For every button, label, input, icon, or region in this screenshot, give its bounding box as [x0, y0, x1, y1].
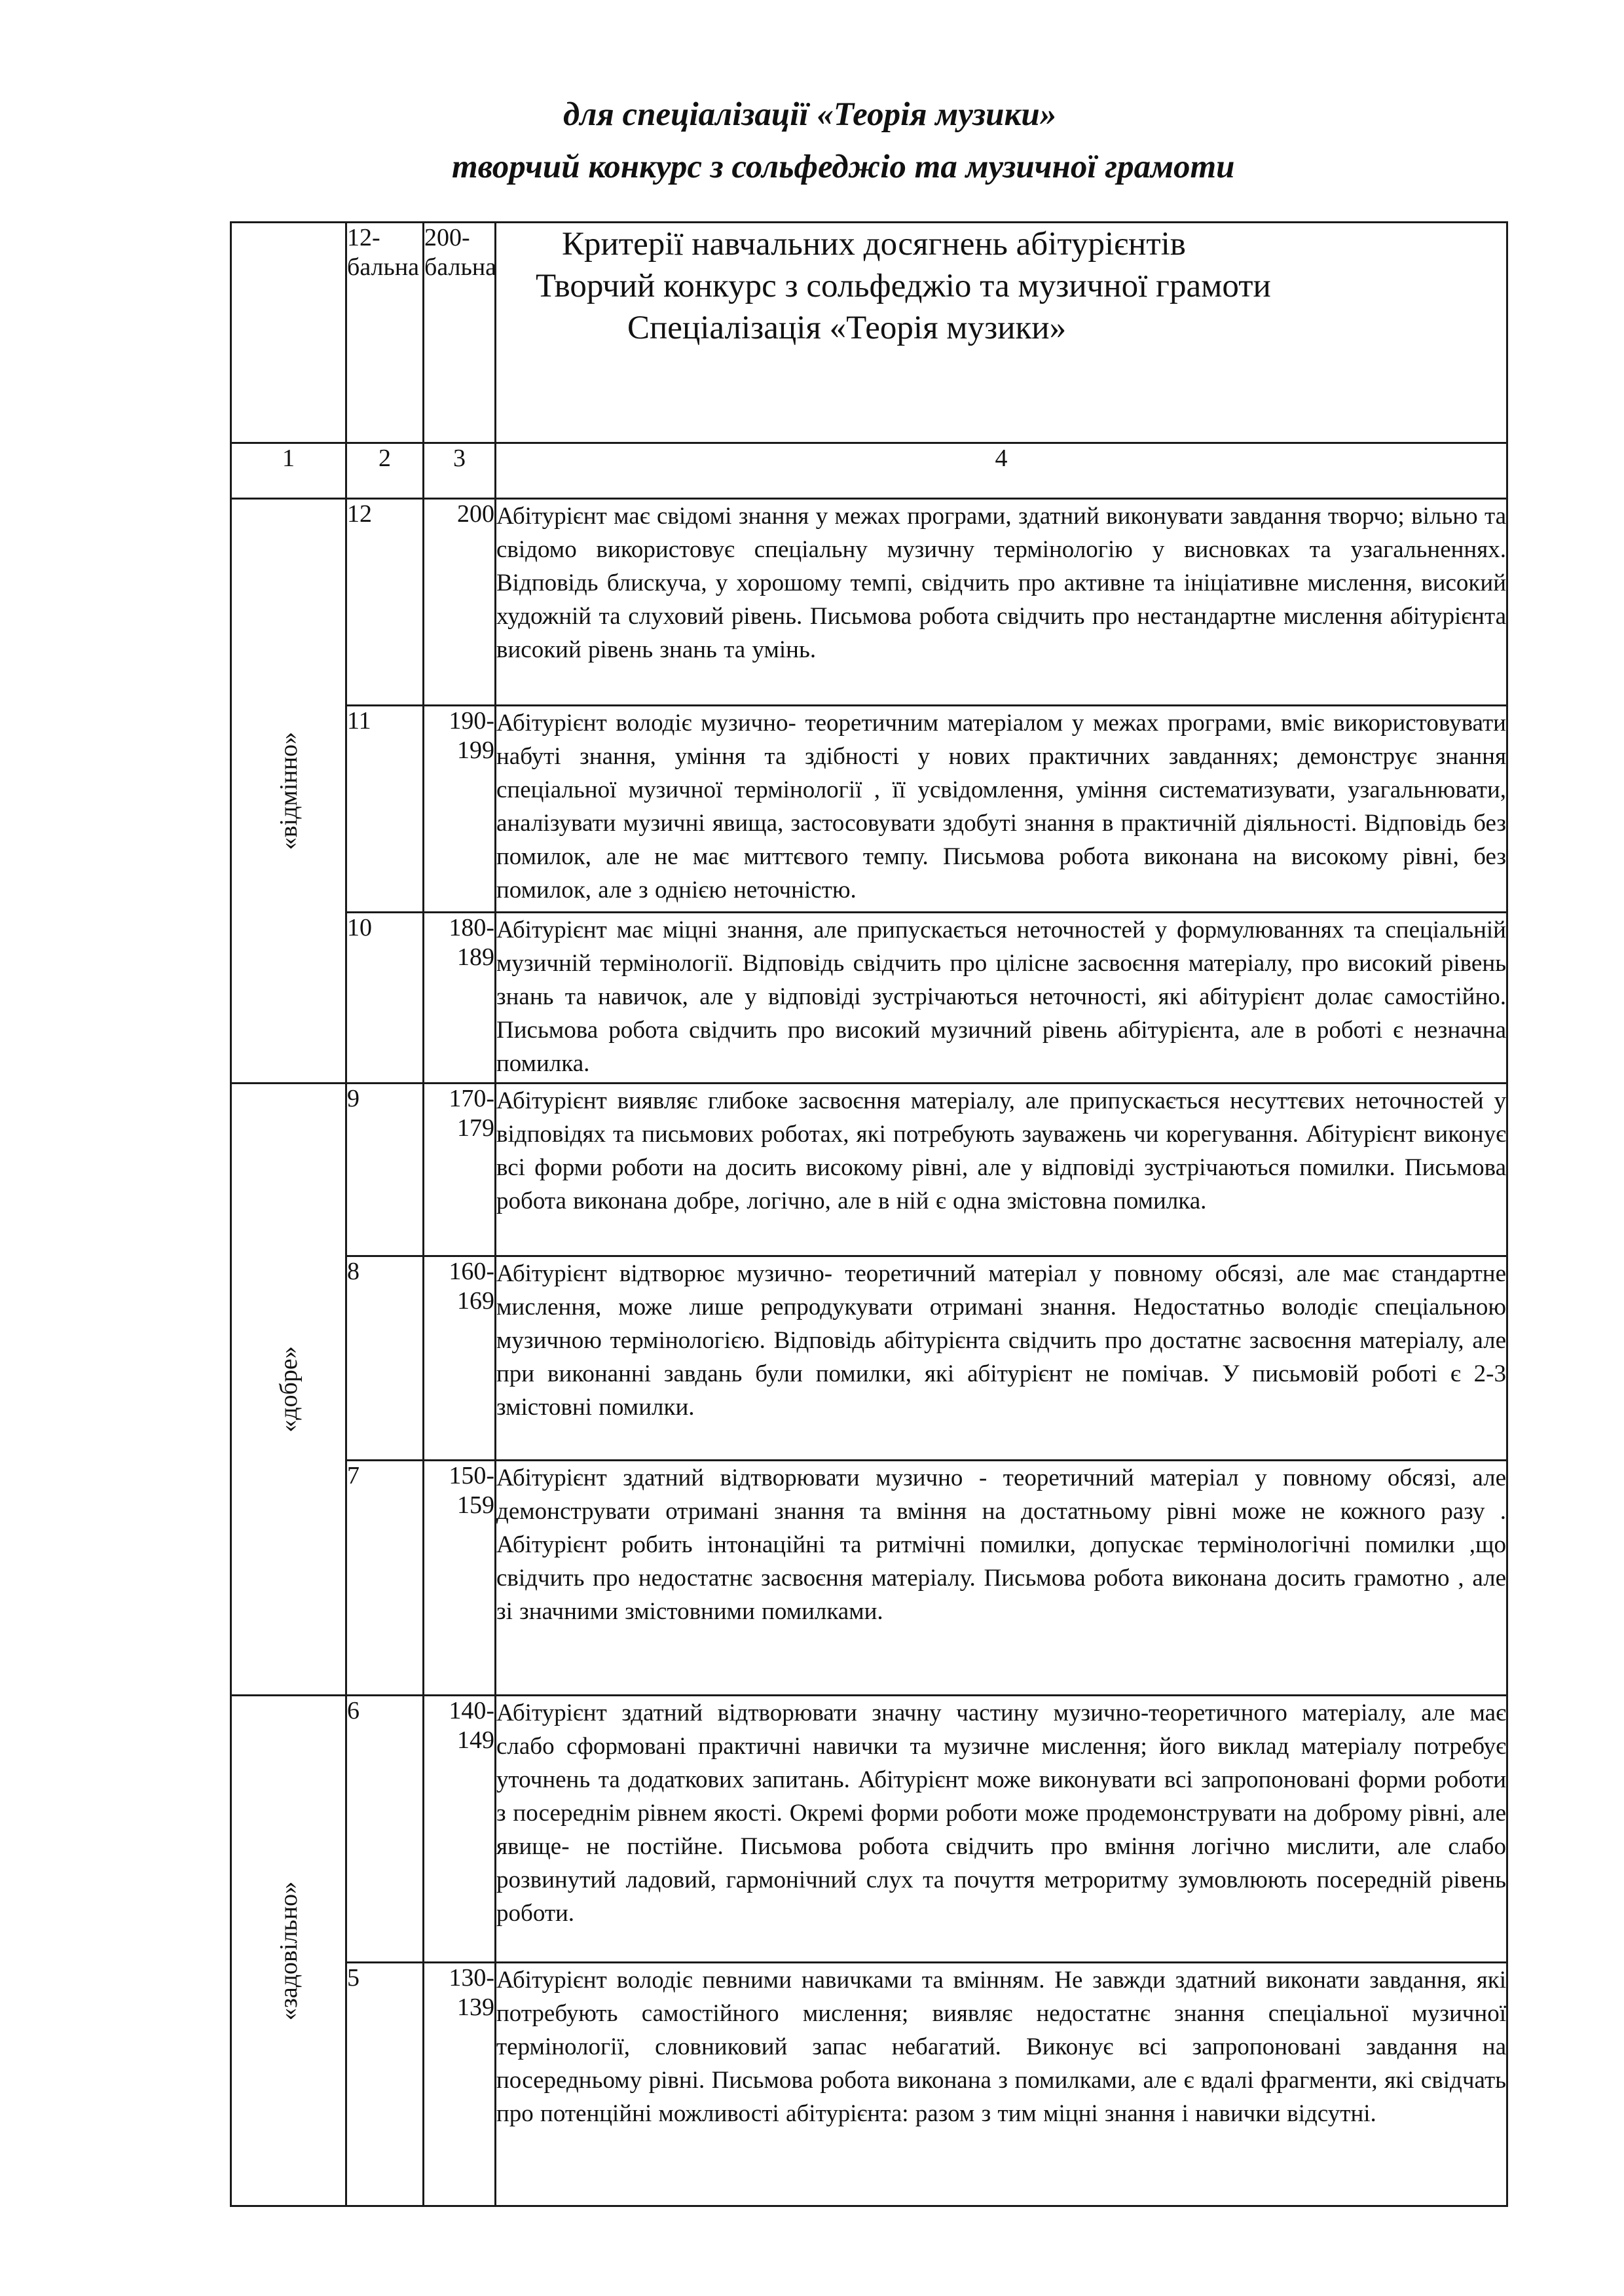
score-200: 140-149 — [424, 1696, 496, 1963]
score-200: 150-159 — [424, 1461, 496, 1696]
grade-label: «добре» — [274, 1346, 303, 1432]
score-12: 10 — [346, 913, 424, 1084]
score-200: 190-199 — [424, 706, 496, 913]
grade-cell-excellent — [231, 499, 346, 1084]
score-200: 130-139 — [424, 1963, 496, 2206]
criteria-description: Абітурієнт має свідомі знання у межах програми, здатний виконувати завдання творчо; вільно та свідомо використовує спеціальну музичну термінологію у висновках та узагальненнях. Відповідь блискуча, у хорошому темпі, свідчить про активне та ініціативне мислення, високий художній та слуховий рівень. Письмова робота свідчить про нестандартне мислення абітурієнта високий рівень знань та умінь. — [496, 499, 1507, 706]
header-title-line-3: Спеціалізація «Теорія музики» — [627, 310, 1067, 346]
column-number: 2 — [346, 443, 424, 499]
table-row — [231, 1696, 1507, 1963]
header-12-scale: 12-бальна — [346, 223, 424, 443]
grade-cell-good — [231, 1084, 346, 1696]
column-number: 3 — [424, 443, 496, 499]
column-number: 1 — [231, 443, 346, 499]
criteria-description: Абітурієнт має міцні знання, але припускається неточностей у формулюваннях та спеціальній музичній термінології. Відповідь свідчить про цілісне засвоєння матеріалу, про високий рівень знань та навичок, але у відповіді зустрічаються неточності, які абітурієнт долає самостійно. Письмова робота свідчить про високий музичний рівень абітурієнта, але в роботі є незначна помилка. — [496, 913, 1507, 1084]
column-number: 4 — [496, 443, 1507, 499]
table-row — [231, 1084, 1507, 1256]
score-12: 8 — [346, 1256, 424, 1461]
header-title — [496, 223, 1507, 443]
score-12: 6 — [346, 1696, 424, 1963]
grade-cell-satisfactory — [231, 1696, 346, 2206]
criteria-description: Абітурієнт виявляє глибоке засвоєння матеріалу, але припускається несуттєвих неточностей у відповідях та письмових роботах, які потребують зауважень чи корегування. Абітурієнт виконує всі форми роботи на досить високому рівні, але у відповіді зустрічаються помилки. Письмова робота виконана добре, логічно, але в ній є одна змістовна помилка. — [496, 1084, 1507, 1256]
score-200: 200 — [424, 499, 496, 706]
criteria-description: Абітурієнт здатний відтворювати значну частину музично-теоретичного матеріалу, але має слабо сформовані практичні навички та музичне мислення; його виклад матеріалу потребує уточнень та додаткових запитань. Абітурієнт може виконувати всі запропоновані форми роботи з посереднім рівнем якості. Окремі форми роботи може продемонструвати на доброму рівні, але явище- не постійне. Письмова робота свідчить про вміння логічно мислити, але слабо розвинутий ладовий, гармонічний слух та почуття метроритму зумовлюють посередній рівень роботи. — [496, 1696, 1507, 1963]
column-numbers-row — [231, 443, 1507, 499]
criteria-description: Абітурієнт володіє певними навичками та вмінням. Не завжди здатний виконати завдання, які потребують самостійного мислення; виявляє недостатнє знання спеціальної музичної термінології, словниковий запас небагатий. Виконує всі запропоновані завдання на посередньому рівні. Письмова робота виконана з помилками, але є вдалі фрагменти, які свідчать про потенційні можливості абітурієнта: разом з тим міцні знання і навички відсутні. — [496, 1963, 1507, 2206]
header-title-line-2: Творчий конкурс з сольфеджіо та музичної грамоти — [536, 268, 1271, 304]
table-row — [231, 706, 1507, 913]
grade-label: «задовільно» — [274, 1881, 303, 2020]
table-row — [231, 1461, 1507, 1696]
score-200: 180-189 — [424, 913, 496, 1084]
table-row — [231, 499, 1507, 706]
table-row — [231, 913, 1507, 1084]
document-heading-line-2: творчий конкурс з сольфеджіо та музичної грамоти — [452, 149, 1235, 185]
header-title-line-1: Критерії навчальних досягнень абітурієнтів — [562, 226, 1186, 263]
table-header-row — [231, 223, 1507, 443]
criteria-table — [230, 221, 1508, 2207]
table-row — [231, 1256, 1507, 1461]
table-row — [231, 1963, 1507, 2206]
grade-label: «відмінно» — [274, 731, 303, 850]
criteria-description: Абітурієнт володіє музично- теоретичним матеріалом у межах програми, вміє використовувати набуті знання, уміння та здібності у нових практичних завданнях; демонструє знання спеціальної музичної термінології , її усвідомлення, уміння систематизувати, узагальнювати, аналізувати музичні явища, застосовувати здобуті знання в практичній діяльності. Відповідь без помилок, але не має миттєвого темпу. Письмова робота виконана на високому рівні, без помилок, але з однією неточністю. — [496, 706, 1507, 913]
score-12: 12 — [346, 499, 424, 706]
header-empty-cell — [231, 223, 346, 443]
score-12: 9 — [346, 1084, 424, 1256]
document-heading-line-1: для спеціалізації «Теорія музики» — [563, 96, 1057, 133]
score-200: 160-169 — [424, 1256, 496, 1461]
score-12: 5 — [346, 1963, 424, 2206]
score-12: 11 — [346, 706, 424, 913]
criteria-description: Абітурієнт здатний відтворювати музично - теоретичний матеріал у повному обсязі, але демонструвати отримані знання та вміння на достатньому рівні може не кожного разу . Абітурієнт робить інтонаційні та ритмічні помилки, допускає термінологічні помилки ,що свідчить про недостатнє засвоєння матеріалу. Письмова робота виконана досить грамотно , але зі значними змістовними помилками. — [496, 1461, 1507, 1696]
header-200-scale: 200-бальна — [424, 223, 496, 443]
score-12: 7 — [346, 1461, 424, 1696]
criteria-description: Абітурієнт відтворює музично- теоретичний матеріал у повному обсязі, але має стандартне мислення, може лише репродукувати отримані знання. Недостатньо володіє спеціальною музичною термінологією. Відповідь абітурієнта свідчить про достатнє засвоєння матеріалу, але при виконанні завдань були помилки, які абітурієнт не помічав. У письмовій роботі є 2-3 змістовні помилки. — [496, 1256, 1507, 1461]
score-200: 170-179 — [424, 1084, 496, 1256]
